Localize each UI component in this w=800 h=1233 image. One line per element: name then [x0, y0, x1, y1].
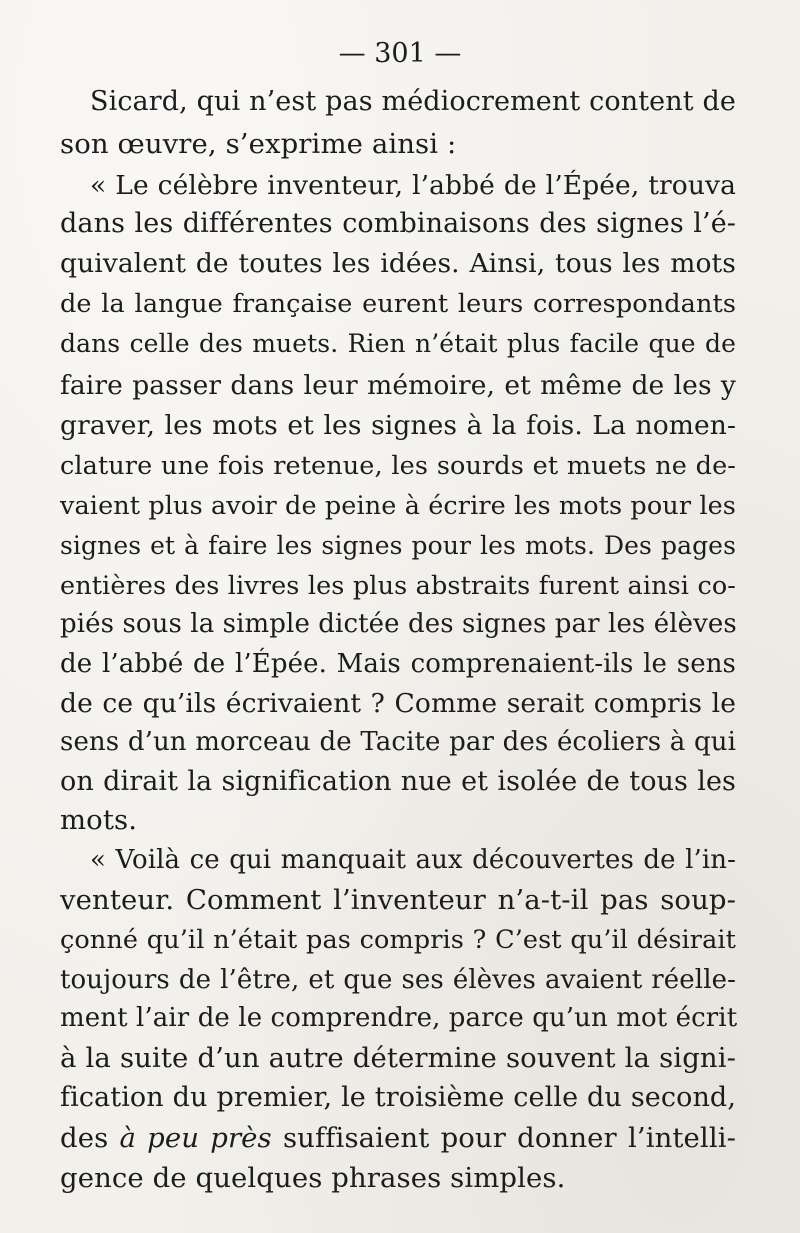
text-line: dans celle des muets. Rien n’était plus facile que de	[60, 329, 736, 358]
text-line: gence de quelques phrases simples.	[60, 1162, 566, 1194]
text-line: venteur. Comment l’inventeur n’a-t-il pas soup-	[60, 884, 736, 916]
text-line: signes et à faire les signes pour les mots. Des pages	[60, 531, 736, 560]
text-line: de l’abbé de l’Épée. Mais comprenaient-ils le sens	[60, 649, 736, 679]
text-line: mots.	[60, 804, 138, 836]
text-fragment: des	[60, 1122, 109, 1154]
text-line: Sicard, qui n’est pas médiocrement content de	[90, 86, 736, 117]
text-line: faire passer dans leur mémoire, et même de les y	[60, 370, 736, 401]
text-line: « Le célèbre inventeur, l’abbé de l’Épée, trouva	[90, 170, 736, 201]
text-line: çonné qu’il n’était pas compris ? C’est qu’il désirait	[60, 925, 736, 955]
text-line: « Voilà ce qui manquait aux découvertes de l’in-	[90, 845, 736, 875]
text-line: vaient plus avoir de peine à écrire les mots pour les	[60, 491, 736, 521]
text-line: à la suite d’un autre détermine souvent la signi-	[60, 1042, 736, 1074]
italic-phrase: à peu près	[119, 1122, 272, 1154]
text-line: piés sous la simple dictée des signes par les élèves	[60, 609, 737, 639]
text-line: clature une fois retenue, les sourds et muets ne de-	[60, 451, 736, 481]
text-line: sens d’un morceau de Tacite par des écoliers à qui	[60, 727, 736, 757]
text-line: on dirait la signification nue et isolée de tous les	[60, 766, 736, 797]
text-line-mixed	[60, 1118, 736, 1158]
text-line: entières des livres les plus abstraits furent ainsi co-	[60, 571, 736, 601]
text-line: ment l’air de le comprendre, parce qu’un mot écrit	[60, 1003, 738, 1033]
text-line: dans les différentes combinaisons des signes l’é-	[60, 208, 736, 239]
page-number: — 301 —	[338, 38, 462, 69]
text-fragment: suffisaient pour donner l’intelli-	[282, 1122, 736, 1154]
text-line: fication du premier, le troisième celle du second,	[60, 1082, 736, 1113]
text-line: son œuvre, s’exprime ainsi :	[60, 128, 457, 160]
text-line: toujours de l’être, et que ses élèves avaient réelle-	[60, 965, 736, 995]
text-line: de la langue française eurent leurs correspondants	[60, 289, 736, 319]
text-line: de ce qu’ils écrivaient ? Comme serait compris le	[60, 688, 736, 719]
text-line: quivalent de toutes les idées. Ainsi, tous les mots	[60, 248, 736, 279]
text-line: graver, les mots et les signes à la fois. La nomen-	[60, 410, 736, 441]
